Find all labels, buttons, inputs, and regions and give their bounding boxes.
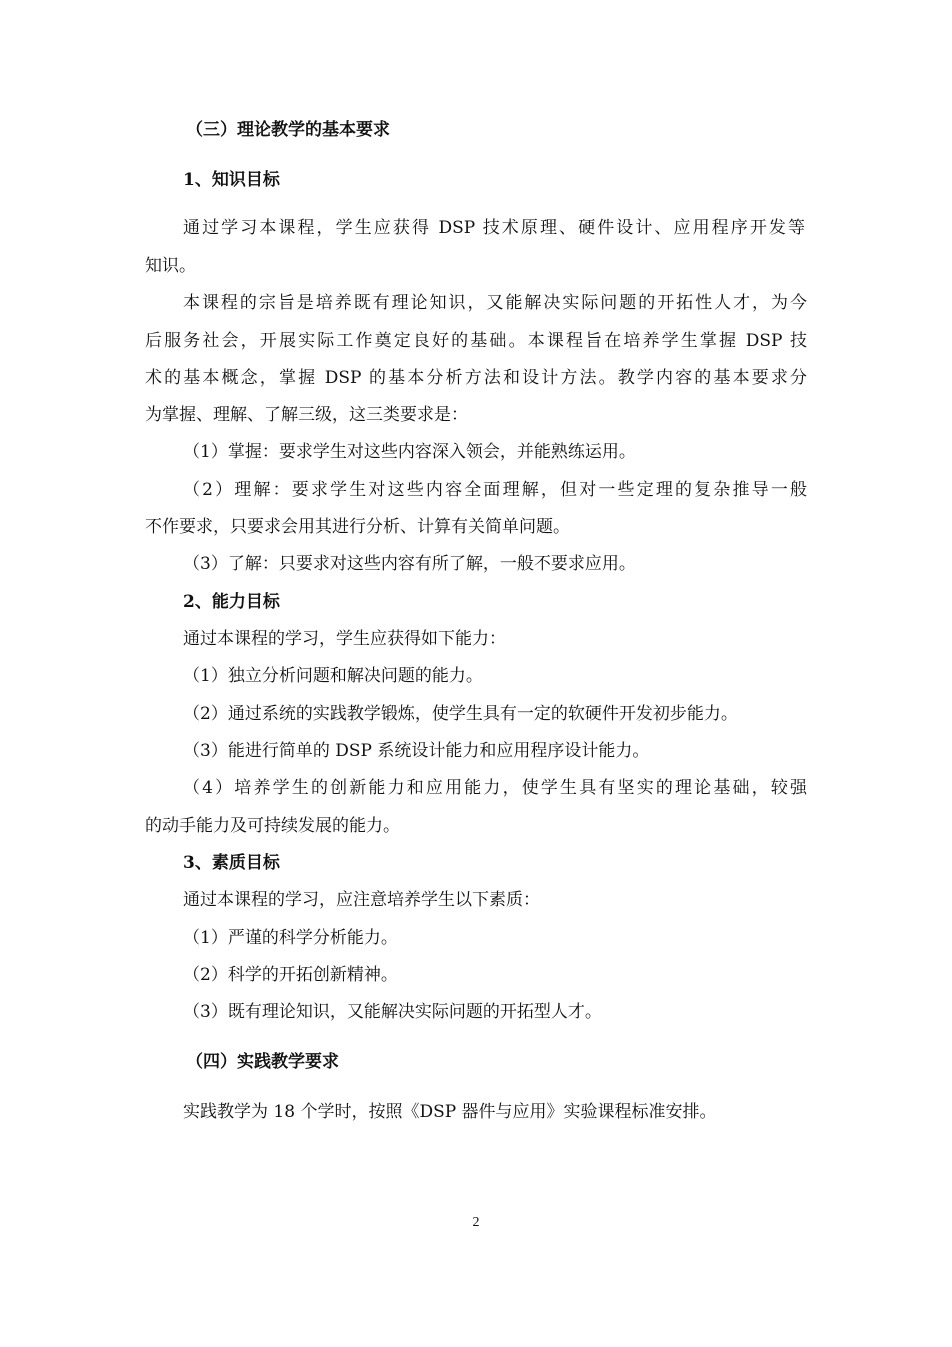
knowledge-paragraph-2-line-2: 后服务社会，开展实际工作奠定良好的基础。本课程旨在培养学生掌握 DSP 技 (145, 331, 807, 351)
ability-intro: 通过本课程的学习，学生应获得如下能力： (183, 629, 506, 649)
ability-item-4-line-1: （4）培养学生的创新能力和应用能力，使学生具有坚实的理论基础，较强 (183, 778, 807, 798)
requirement-understand-line-1: （2）理解：要求学生对这些内容全面理解，但对一些定理的复杂推导一般 (183, 480, 807, 500)
section-three-heading: （三）理论教学的基本要求 (186, 120, 390, 140)
requirement-know: （3）了解：只要求对这些内容有所了解，一般不要求应用。 (183, 554, 636, 574)
knowledge-paragraph-1-line-1: 通过学习本课程，学生应获得 DSP 技术原理、硬件设计、应用程序开发等 (183, 218, 805, 238)
ability-goal-heading: 2、能力目标 (183, 592, 280, 612)
ability-item-2: （2）通过系统的实践教学锻炼，使学生具有一定的软硬件开发初步能力。 (183, 704, 738, 724)
practice-requirement-text: 实践教学为 18 个学时，按照《DSP 器件与应用》实验课程标准安排。 (183, 1102, 717, 1122)
quality-goal-heading: 3、素质目标 (183, 853, 280, 873)
knowledge-goal-heading: 1、知识目标 (183, 170, 280, 190)
page-number: 2 (472, 1215, 480, 1230)
knowledge-paragraph-2-line-4: 为掌握、理解、了解三级，这三类要求是： (145, 405, 468, 425)
quality-item-1: （1）严谨的科学分析能力。 (183, 928, 398, 948)
requirement-understand-line-2: 不作要求，只要求会用其进行分析、计算有关简单问题。 (145, 517, 570, 537)
requirement-master: （1）掌握：要求学生对这些内容深入领会，并能熟练运用。 (183, 442, 636, 462)
knowledge-paragraph-1-line-2: 知识。 (145, 256, 196, 276)
section-four-heading: （四）实践教学要求 (186, 1052, 339, 1072)
ability-item-3: （3）能进行简单的 DSP 系统设计能力和应用程序设计能力。 (183, 741, 650, 761)
knowledge-paragraph-2-line-1: 本课程的宗旨是培养既有理论知识，又能解决实际问题的开拓性人才，为今 (183, 293, 807, 313)
quality-intro: 通过本课程的学习，应注意培养学生以下素质： (183, 890, 540, 910)
knowledge-paragraph-2-line-3: 术的基本概念，掌握 DSP 的基本分析方法和设计方法。教学内容的基本要求分 (145, 368, 807, 388)
ability-item-1: （1）独立分析问题和解决问题的能力。 (183, 666, 483, 686)
quality-item-2: （2）科学的开拓创新精神。 (183, 965, 398, 985)
quality-item-3: （3）既有理论知识，又能解决实际问题的开拓型人才。 (183, 1002, 602, 1022)
ability-item-4-line-2: 的动手能力及可持续发展的能力。 (145, 816, 400, 836)
